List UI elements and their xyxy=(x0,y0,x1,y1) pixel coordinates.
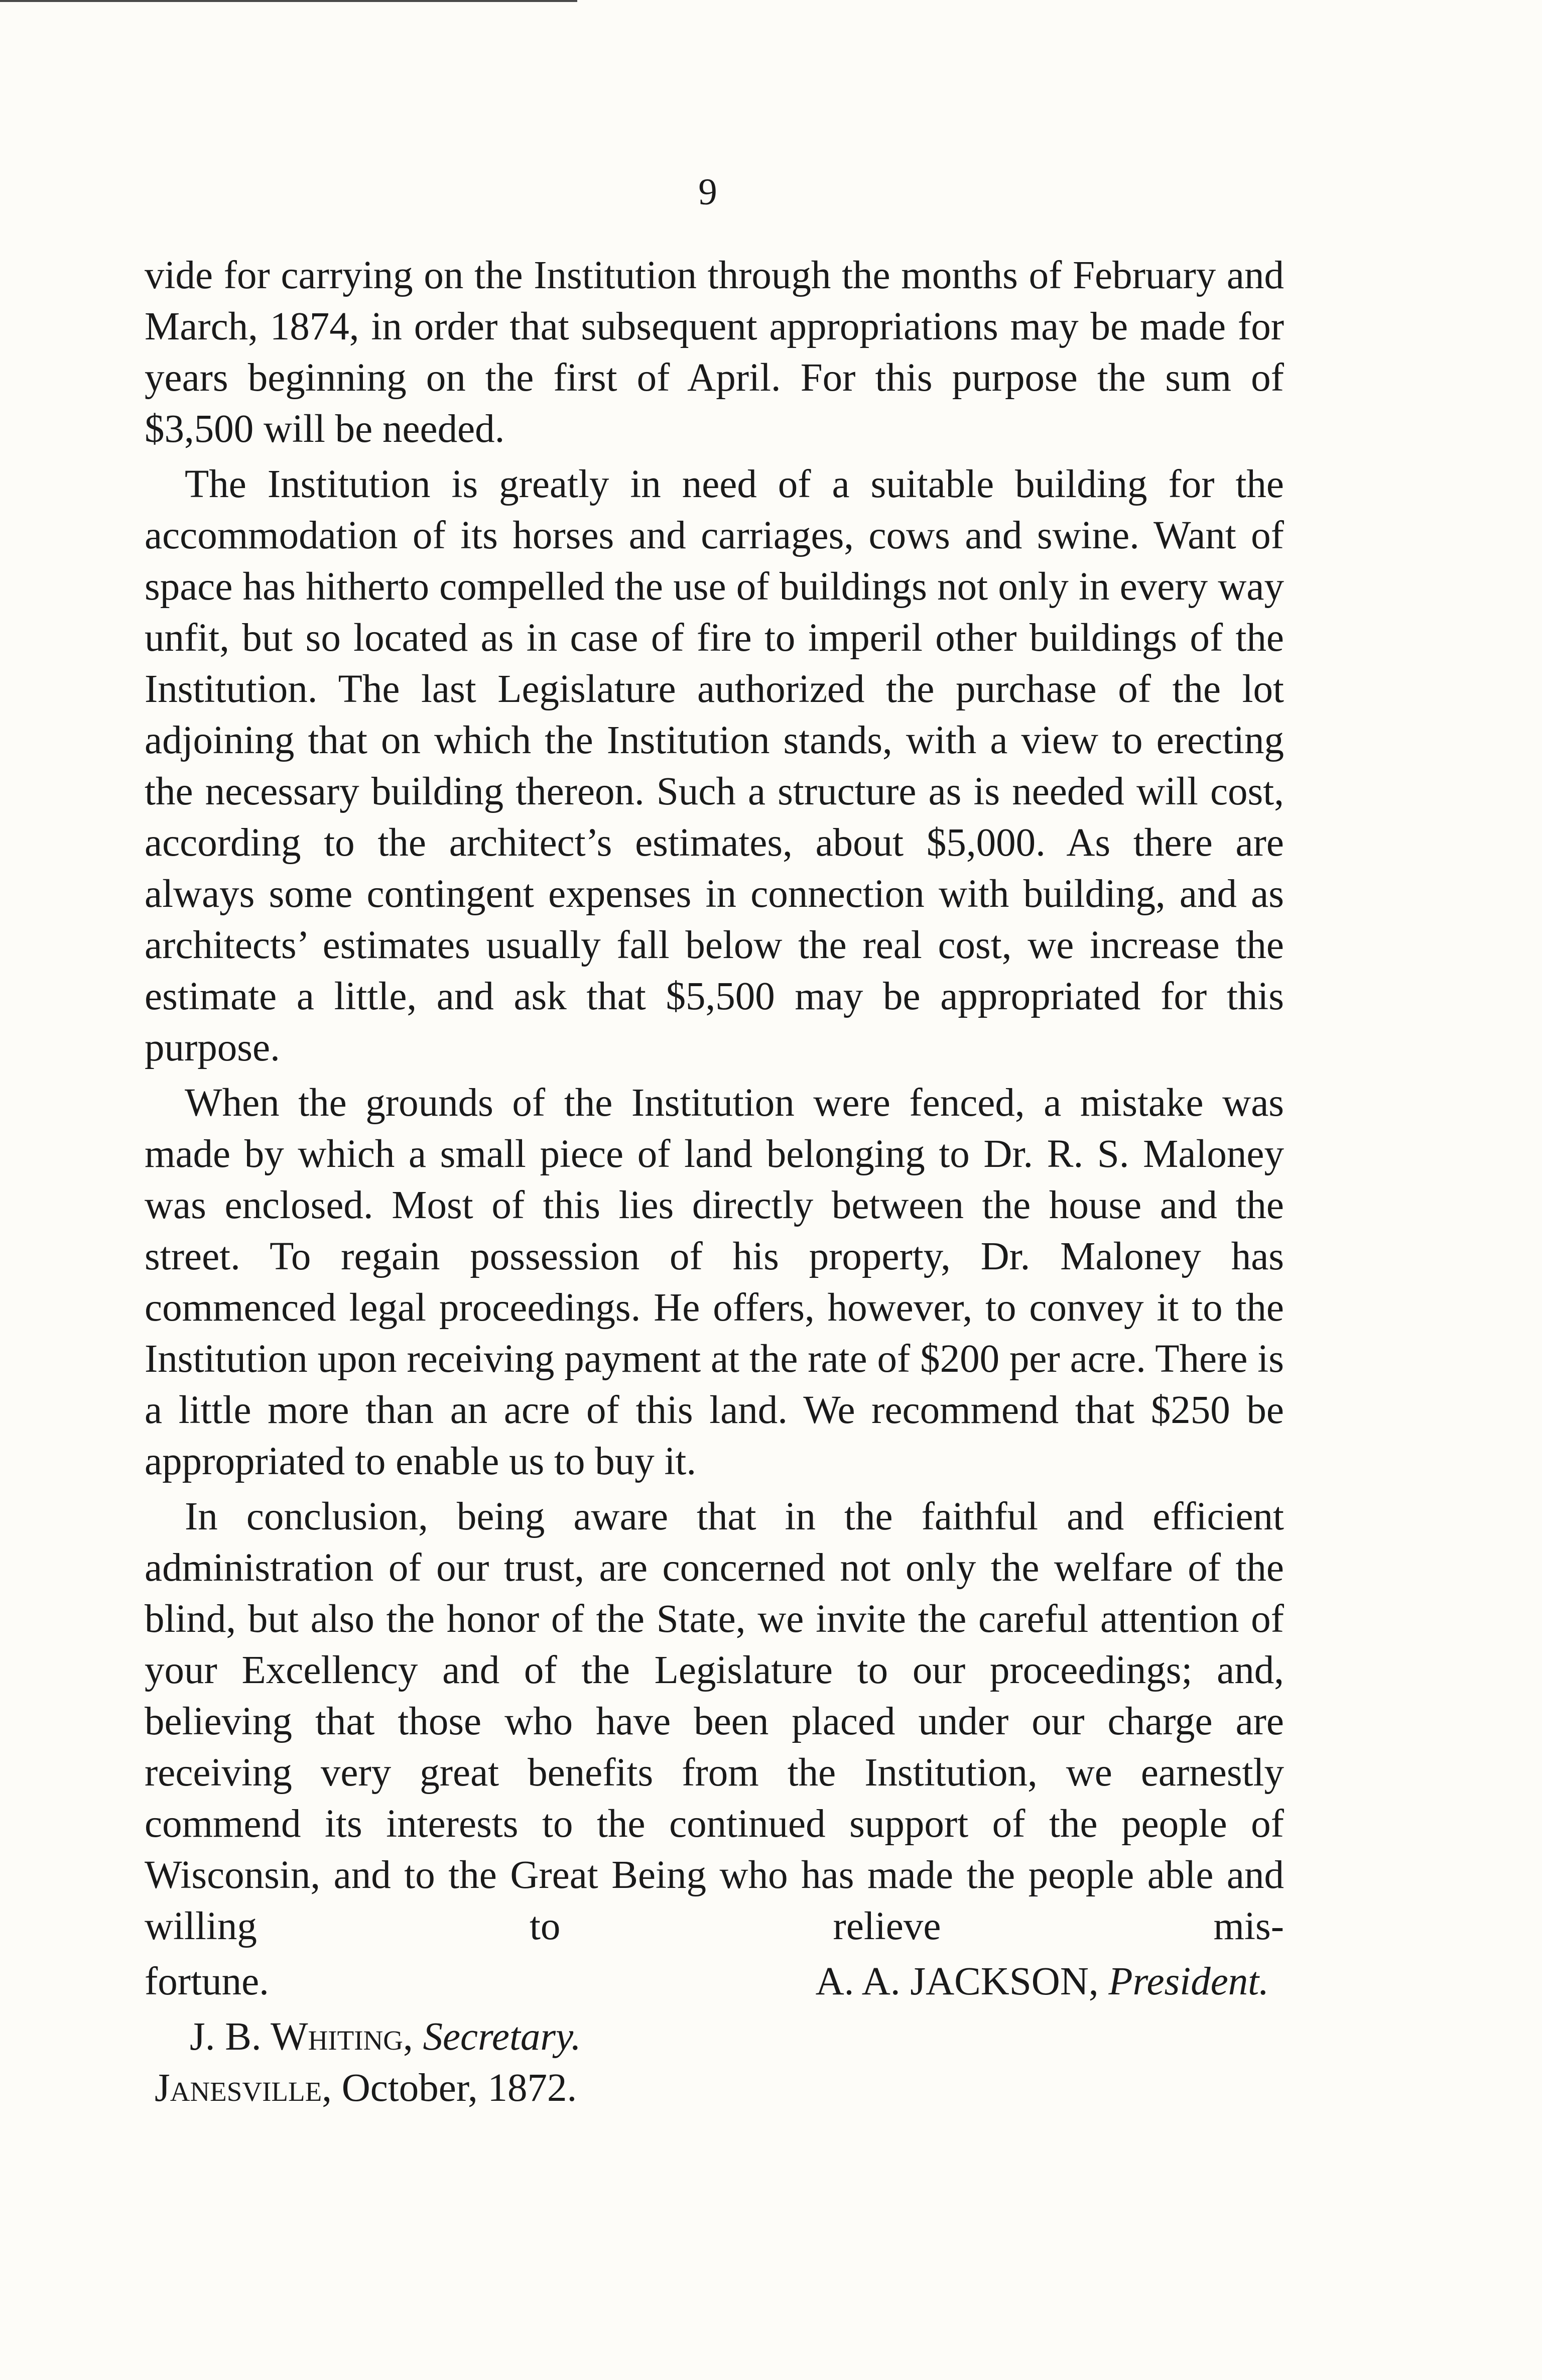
top-edge-rule xyxy=(0,0,577,2)
place-name: Janesville, xyxy=(155,2066,332,2110)
body-text xyxy=(145,250,1284,2114)
secretary-title: Secretary. xyxy=(423,2015,581,2059)
president-name: A. A. JACKSON, xyxy=(815,1960,1099,2003)
place-date-line xyxy=(155,2063,1284,2114)
closing-line xyxy=(145,1956,1284,2007)
paragraph-appropriation-months: vide for carrying on the Institution through the months of February and March, 1874, in order that subsequent appropriations may be made for years beginning on the first of April. For this purpose the sum of $3,500 will be needed. xyxy=(145,254,1284,451)
president-signature xyxy=(816,1956,1284,2007)
page-number: 9 xyxy=(698,171,717,213)
paragraph-maloney-land: When the grounds of the Institution were fenced, a mistake was made by which a small piece of land belonging to Dr. R. S. Maloney was enclosed. Most of this lies directly between the house and the street. To regain possession of his property, Dr. Maloney has commenced legal proceedings. He offers, however, to convey it to the Institution upon receiving payment at the rate of $200 per acre. There is a little more than an acre of this land. We recommend that $250 be appropriated to enable us to buy it. xyxy=(145,1081,1284,1483)
closing-final-word: fortune. xyxy=(145,1960,269,2003)
president-title: President. xyxy=(1108,1960,1269,2003)
secretary-signature xyxy=(190,2011,1284,2063)
secretary-name: J. B. Whiting, xyxy=(190,2015,413,2059)
paragraph-conclusion: In conclusion, being aware that in the faithful and efficient administration of our trust, are concerned not only the welfare of the blind, but also the honor of the State, we invite the careful attention of your Excellency and of the Legislature to our proceedings; and, believing that those who have been placed under our charge are receiving very great benefits from the Institution, we earnestly commend its interests to the continued support of the people of Wisconsin, and to the Great Being who has made the people able and willing to relieve mis- xyxy=(145,1495,1284,1948)
letter-date: October, 1872. xyxy=(341,2066,577,2110)
paragraph-stable-building: The Institution is greatly in need of a suitable building for the accommodation of its horses and carriages, cows and swine. Want of space has hitherto compelled the use of buildings not only in every way unfit, but so located as in case of fire to imperil other buildings of the Institution. The last Legislature authorized the purchase of the lot adjoining that on which the Institution stands, with a view to erecting the necessary building thereon. Such a structure as is needed will cost, according to the architect’s estimates, about $5,000. As there are always some contingent expenses in connection with building, and as architects’ estimates usually fall below the real cost, we increase the estimate a little, and ask that $5,500 may be appropriated for this purpose. xyxy=(145,462,1284,1069)
